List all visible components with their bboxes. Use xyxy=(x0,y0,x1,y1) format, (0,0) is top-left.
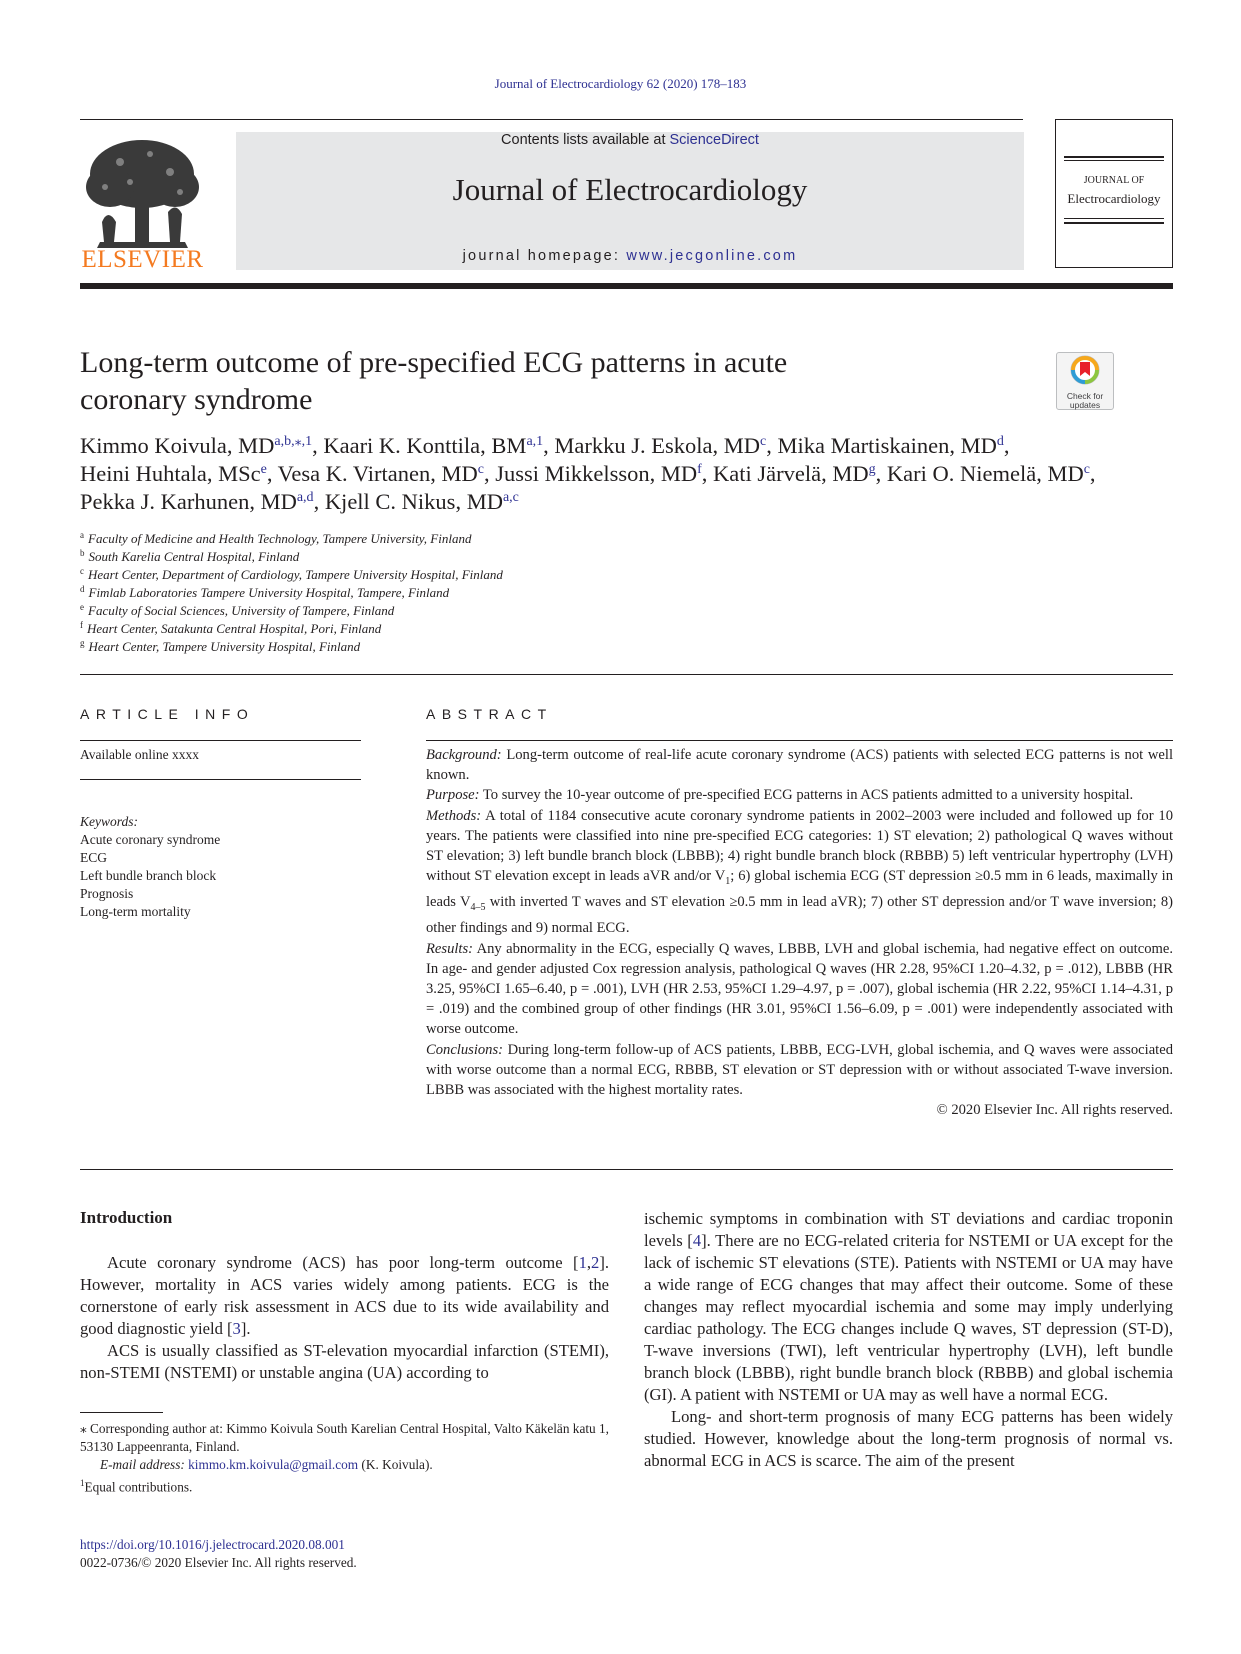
background-label: Background: xyxy=(426,747,502,763)
author-name: Jussi Mikkelsson, MD xyxy=(495,461,698,486)
affiliation-text: South Karelia Central Hospital, Finland xyxy=(88,549,300,564)
available-online: Available online xxxx xyxy=(80,747,199,762)
homepage-link[interactable]: www.jecgonline.com xyxy=(626,248,798,264)
abstract-methods xyxy=(426,806,1173,939)
affiliation-text: Faculty of Social Sciences, University of Tampere, Finland xyxy=(88,603,395,618)
body-rule xyxy=(80,1169,1173,1170)
author-separator: , xyxy=(701,461,714,486)
abstract-heading: ABSTRACT xyxy=(426,706,553,722)
header-rule xyxy=(80,119,1023,120)
author-line-3 xyxy=(80,488,1180,516)
badge-line2: updates xyxy=(1069,400,1101,410)
affiliation-text: Faculty of Medicine and Health Technology, Tampere University, Finland xyxy=(88,531,472,546)
introduction-heading: Introduction xyxy=(80,1208,173,1227)
body-paragraph xyxy=(644,1208,1173,1406)
author-separator: , xyxy=(543,433,555,458)
affiliation-text: Heart Center, Satakunta Central Hospital, Pori, Finland xyxy=(87,621,382,636)
sciencedirect-link[interactable]: ScienceDirect xyxy=(669,132,759,148)
abstract-conclusions xyxy=(426,1040,1173,1101)
author-affiliation-ref[interactable]: a,1 xyxy=(526,434,544,449)
keyword-item: Left bundle branch block xyxy=(80,868,217,883)
author-separator: , xyxy=(766,433,778,458)
keyword-item: Prognosis xyxy=(80,886,134,901)
affiliation-key: e xyxy=(80,602,84,612)
journal-title: Journal of Electrocardiology xyxy=(452,172,808,207)
background-text: Long-term outcome of real-life acute coronary syndrome (ACS) patients with selected ECG patterns is not well known. xyxy=(426,747,1173,784)
methods-label: Methods: xyxy=(426,807,482,824)
keywords-block xyxy=(80,813,220,921)
paragraph-text: ]. There are no ECG-related criteria for NSTEMI or UA except for the lack of ischemic ST elevations (STE). Patients with NSTEMI or UA may have a wide range of ECG changes that may affect their outcome. Some of these changes may reflect myocardial ischemia and some may imply underlying cardiac pathology. The ECG changes include Q waves, ST depression (ST-D), T-wave inversions (TWI), left ventricular hypertrophy (LVH), left bundle branch block (LBBB), right bundle branch block (RBBB) and global ischemia (GI). A patient with NSTEMI or UA may as well have a normal ECG. xyxy=(644,1231,1173,1404)
crossmark-icon xyxy=(1057,353,1113,387)
paragraph-text: ]. xyxy=(240,1319,251,1338)
affiliation-key: a xyxy=(80,530,84,540)
author-list xyxy=(80,432,1180,516)
reference-link[interactable]: 4 xyxy=(692,1231,702,1250)
abstract-results xyxy=(426,939,1173,1040)
author-name: Kjell C. Nikus, MD xyxy=(324,489,503,514)
author-separator: , xyxy=(266,461,278,486)
author-name: Kaari K. Konttila, BM xyxy=(323,433,527,458)
paragraph-text: , xyxy=(586,1253,592,1272)
article-info-rule-bottom xyxy=(80,779,361,780)
abstract-copyright: © 2020 Elsevier Inc. All rights reserved. xyxy=(936,1102,1173,1119)
cover-title-line1: JOURNAL OF xyxy=(1083,175,1145,186)
author-affiliation-ref[interactable]: g xyxy=(868,462,876,477)
cover-rule-top xyxy=(1064,156,1164,158)
author-affiliation-ref[interactable]: a,b,⁎,1 xyxy=(274,434,313,449)
affiliation-item xyxy=(80,548,780,566)
affiliation-item xyxy=(80,566,780,584)
affiliation-text: Heart Center, Tampere University Hospital, Finland xyxy=(88,639,361,654)
affiliation-key: b xyxy=(80,548,85,558)
paragraph-text: ]. However, mortality in ACS varies widely among patients. ECG is the cornerstone of early risk assessment in ACS due to its wide availability and good diagnostic yield [ xyxy=(80,1253,609,1338)
abstract-background xyxy=(426,745,1173,785)
section-rule xyxy=(80,674,1173,675)
author-name: Mika Martiskainen, MD xyxy=(777,433,997,458)
affiliation-item xyxy=(80,620,780,638)
methods-text: with inverted T waves and ST elevation ≥0.5 mm in lead aVR); 7) other ST depression and/or T wave inversion; 8) other findings and 9) normal ECG. xyxy=(426,894,1173,937)
body-paragraph: Long- and short-term prognosis of many ECG patterns has been widely studied. However, knowledge about the long-term prognosis of normal vs. abnormal ECG in ACS is scarce. The aim of the present xyxy=(644,1407,1173,1470)
footnote-marker: 1 xyxy=(80,1478,85,1488)
masthead-thick-rule xyxy=(80,283,1173,289)
badge-text xyxy=(1057,392,1113,410)
elsevier-wordmark: ELSEVIER xyxy=(81,246,204,273)
equal-contribution-text: Equal contributions. xyxy=(84,1479,193,1495)
corresponding-author-note: ⁎ Corresponding author at: Kimmo Koivula South Karelian Central Hospital, Valto Käkelän katu 1, 53130 Lappeenranta, Finland. xyxy=(80,1421,609,1454)
paragraph-text: Acute coronary syndrome (ACS) has poor long-term outcome [ xyxy=(107,1253,579,1272)
reference-link[interactable]: 1 xyxy=(578,1253,587,1272)
issn-copyright: 0022-0736/© 2020 Elsevier Inc. All rights reserved. xyxy=(80,1555,357,1570)
doi-block xyxy=(80,1536,357,1572)
badge-line1: Check for xyxy=(1066,391,1104,401)
contents-prefix: Contents lists available at xyxy=(501,132,670,148)
methods-text: ; 6) global ischemia ECG (ST depression ≥0.5 mm in 6 leads, maximally in leads V xyxy=(426,868,1173,911)
abstract-rule xyxy=(426,740,1173,741)
results-label: Results: xyxy=(426,940,474,957)
results-text: Any abnormality in the ECG, especially Q waves, LBBB, LVH and global ischemia, had negative effect on outcome. In age- and gender adjusted Cox regression analysis, pathological Q waves (HR 2.28, 95%CI 1.20–4.32, p = .012), LBBB (HR 3.25, 95%CI 1.65–6.40, p = .001), LVH (HR 2.53, 95%CI 1.29–4.97, p = .007), global ischemia (HR 2.22, 95%CI 1.14–4.31, p = .019) and the combined group of other findings (HR 3.01, 95%CI 1.56–6.09, p = .001) were independently associated with worse outcome. xyxy=(426,940,1173,1038)
affiliation-key: d xyxy=(80,584,85,594)
body-paragraph: ACS is usually classified as ST-elevation myocardial infarction (STEMI), non-STEMI (NSTEMI) or unstable angina (UA) according to xyxy=(80,1341,609,1382)
article-title-line2: coronary syndrome xyxy=(80,383,313,416)
keyword-item: Long-term mortality xyxy=(80,904,191,919)
author-affiliation-ref[interactable]: a,c xyxy=(502,490,519,505)
abstract-purpose xyxy=(426,785,1173,805)
author-line-1 xyxy=(80,432,1180,460)
article-title xyxy=(80,344,880,418)
abstract-body xyxy=(426,745,1173,1120)
affiliation-key: f xyxy=(80,620,83,630)
author-affiliation-ref[interactable]: a,d xyxy=(296,490,314,505)
journal-citation-link[interactable]: Journal of Electrocardiology 62 (2020) 178–183 xyxy=(494,76,747,91)
affiliation-item xyxy=(80,602,780,620)
affiliation-text: Heart Center, Department of Cardiology, Tampere University Hospital, Finland xyxy=(88,567,503,582)
author-name: Kimmo Koivula, MD xyxy=(80,433,275,458)
author-separator: , xyxy=(313,489,325,514)
purpose-label: Purpose: xyxy=(426,787,480,804)
homepage-line xyxy=(236,248,1024,264)
article-info-heading: ARTICLE INFO xyxy=(80,706,255,722)
author-name: Pekka J. Karhunen, MD xyxy=(80,489,297,514)
email-label: E-mail address: xyxy=(100,1457,189,1472)
reference-link[interactable]: 3 xyxy=(232,1319,241,1338)
keyword-item: ECG xyxy=(80,850,107,865)
conclusions-text: During long-term follow-up of ACS patients, LBBB, ECG-LVH, global ischemia, and Q waves were associated with worse outcome than a normal ECG, RBBB, ST elevation or ST depression with or without associated T-wave inversion. LBBB was associated with the highest mortality rates. xyxy=(426,1041,1173,1099)
author-separator: , xyxy=(1089,461,1096,486)
author-affiliation-ref[interactable]: c xyxy=(477,462,484,477)
affiliation-item xyxy=(80,530,780,548)
cover-rule-bottom-thin xyxy=(1064,218,1164,219)
check-for-updates-badge[interactable] xyxy=(1056,352,1114,410)
conclusions-label: Conclusions: xyxy=(426,1041,504,1058)
article-info-rule-top xyxy=(80,740,361,741)
cover-title-line2: Electrocardiology xyxy=(1067,191,1161,206)
methods-subscript: 1 xyxy=(725,876,731,888)
doi-link[interactable]: https://doi.org/10.1016/j.jelectrocard.2020.08.001 xyxy=(80,1537,345,1552)
author-name: Markku J. Eskola, MD xyxy=(554,433,761,458)
purpose-text: To survey the 10-year outcome of pre-specified ECG patterns in ACS patients admitted to a university hospital. xyxy=(479,787,1134,804)
keyword-item: Acute coronary syndrome xyxy=(80,832,221,847)
author-name: Kari O. Niemelä, MD xyxy=(886,461,1084,486)
body-paragraph xyxy=(80,1252,609,1340)
homepage-prefix: journal homepage: xyxy=(462,248,627,264)
keywords-label: Keywords: xyxy=(80,814,138,829)
author-affiliation-ref[interactable]: c xyxy=(760,434,767,449)
methods-text: A total of 1184 consecutive acute coronary syndrome patients in 2002–2003 were included and followed up for 10 years. The patients were classified into nine pre-specified ECG categories: 1) ST elevation; 2) pathological Q waves without ST elevation; 3) left bundle branch block (LBBB); 4) right bundle branch block (RBBB) 5) left ventricular hypertrophy (LVH) without ST elevation except in leads aVR and/or V xyxy=(426,807,1173,885)
affiliation-text: Fimlab Laboratories Tampere University Hospital, Tampere, Finland xyxy=(88,585,450,600)
footnotes xyxy=(80,1420,609,1496)
body-right-column xyxy=(644,1208,1173,1472)
author-affiliation-ref[interactable]: c xyxy=(1083,462,1090,477)
email-note xyxy=(80,1456,609,1474)
article-title-line1: Long-term outcome of pre-specified ECG patterns in acute xyxy=(80,346,788,379)
author-name: Heini Huhtala, MSc xyxy=(80,461,261,486)
contents-line xyxy=(236,132,1024,148)
author-separator: , xyxy=(483,461,496,486)
affiliation-key: c xyxy=(80,566,84,576)
cover-rule-bottom xyxy=(1064,222,1164,224)
author-affiliation-ref[interactable]: f xyxy=(697,462,702,477)
author-line-2 xyxy=(80,460,1180,488)
affiliation-item xyxy=(80,638,780,656)
affiliation-list xyxy=(80,530,780,656)
author-affiliation-ref[interactable]: d xyxy=(996,434,1004,449)
email-link[interactable]: kimmo.km.koivula@gmail.com xyxy=(188,1457,359,1472)
methods-subscript: 4–5 xyxy=(470,902,486,914)
body-left-column xyxy=(80,1252,609,1384)
footnote-rule xyxy=(80,1412,163,1413)
author-affiliation-ref[interactable]: e xyxy=(260,462,267,477)
cover-rule-top-thin xyxy=(1064,160,1164,161)
author-separator: , xyxy=(312,433,324,458)
author-separator: , xyxy=(875,461,887,486)
author-name: Vesa K. Virtanen, MD xyxy=(277,461,478,486)
affiliation-key: g xyxy=(80,638,85,648)
email-suffix: (K. Koivula). xyxy=(358,1457,433,1472)
affiliation-item xyxy=(80,584,780,602)
author-separator: , xyxy=(1003,433,1010,458)
author-name: Kati Järvelä, MD xyxy=(713,461,869,486)
reference-link[interactable]: 2 xyxy=(591,1253,600,1272)
equal-contribution-note xyxy=(80,1474,609,1496)
paragraph-text: ischemic symptoms in combination with ST deviations and cardiac troponin levels [ xyxy=(644,1209,1173,1250)
